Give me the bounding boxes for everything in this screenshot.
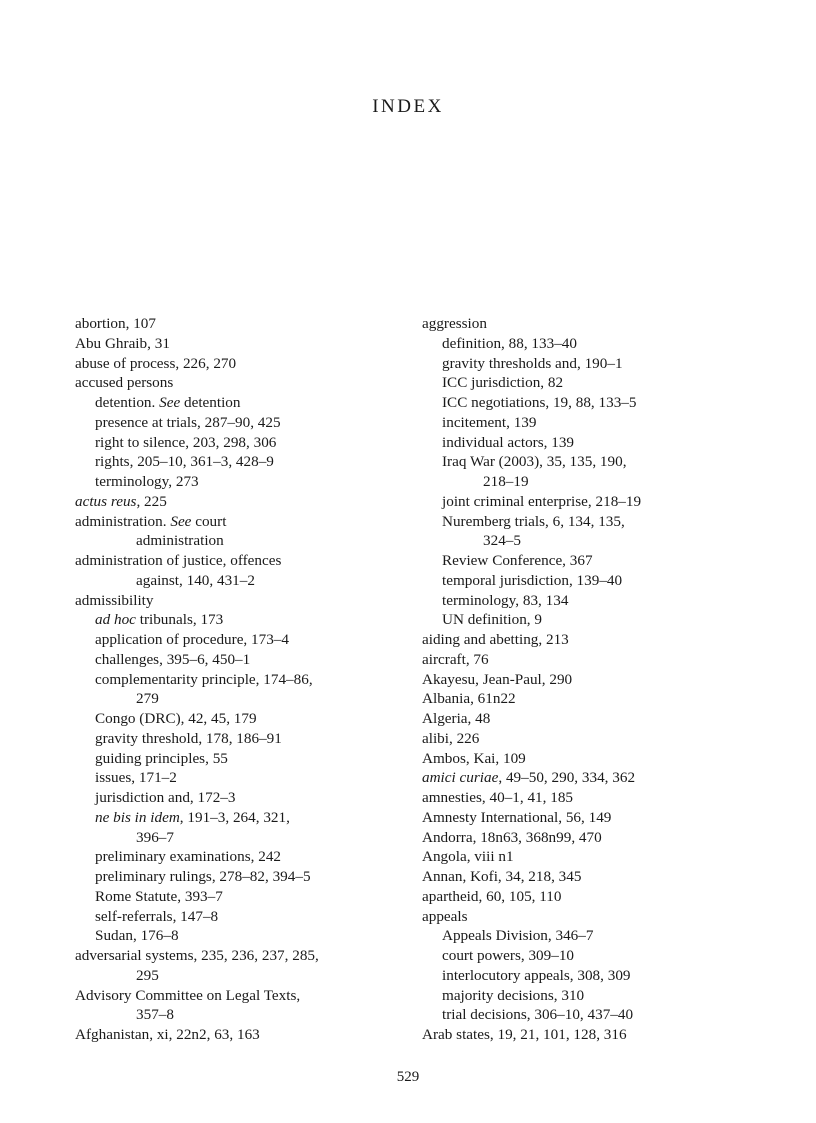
index-heading — [75, 314, 420, 334]
entry-text: definition, 88, 133–40 — [442, 334, 577, 352]
index-subentry — [422, 373, 792, 393]
entry-text: 218–19 — [483, 473, 529, 490]
entry-text: administration of justice, offences — [75, 552, 282, 569]
entry-text: Akayesu, Jean-Paul, 290 — [422, 670, 573, 688]
entry-text: Appeals Division, 346–7 — [442, 927, 594, 945]
index-heading — [422, 729, 792, 749]
index-subentry — [75, 788, 420, 808]
index-subentry — [422, 334, 792, 354]
entry-text: preliminary examinations, 242 — [95, 848, 282, 866]
index-heading — [422, 630, 792, 650]
index-subentry — [422, 354, 792, 374]
index-column-left — [75, 314, 420, 1045]
index-heading — [75, 373, 420, 393]
entry-text: Abu Ghraib, 31 — [75, 334, 170, 352]
index-subentry — [75, 729, 420, 749]
entry-text: right to silence, 203, 298, 306 — [95, 433, 277, 451]
index-subentry — [422, 551, 792, 571]
entry-text: accused persons — [75, 374, 174, 392]
page-title: INDEX — [372, 96, 444, 117]
index-heading — [422, 788, 792, 808]
entry-text: amnesties, 40–1, 41, 185 — [422, 789, 574, 806]
index-heading — [422, 689, 792, 709]
entry-text: Congo (DRC), 42, 45, 179 — [95, 710, 257, 727]
index-continuation — [75, 531, 420, 551]
index-heading — [422, 650, 792, 670]
entry-text: challenges, 395–6, 450–1 — [95, 650, 251, 668]
entry-text: complementarity principle, 174–86, — [95, 670, 313, 688]
index-continuation — [422, 531, 792, 551]
entry-text: , 191–3, 264, 321, — [179, 808, 290, 826]
index-heading — [75, 354, 420, 374]
index-subentry — [75, 907, 420, 927]
index-subentry — [75, 413, 420, 433]
entry-text: terminology, 273 — [95, 473, 199, 490]
index-heading — [75, 334, 420, 354]
entry-text: Sudan, 176–8 — [95, 927, 179, 945]
index-continuation — [75, 828, 420, 848]
entry-text: Albania, 61n22 — [422, 690, 516, 708]
entry-text: detention — [180, 394, 241, 411]
entry-text: trial decisions, 306–10, 437–40 — [442, 1006, 634, 1024]
index-heading — [422, 1025, 792, 1045]
italic-term: amici curiae — [422, 769, 499, 787]
entry-text: Annan, Kofi, 34, 218, 345 — [422, 868, 582, 885]
index-subentry — [75, 472, 420, 492]
entry-text: Nuremberg trials, 6, 134, 135, — [442, 512, 625, 530]
entry-text: preliminary rulings, 278–82, 394–5 — [95, 868, 311, 885]
index-heading — [422, 768, 792, 788]
entry-text: UN definition, 9 — [442, 611, 542, 629]
index-heading — [422, 847, 792, 867]
entry-text: rights, 205–10, 361–3, 428–9 — [95, 453, 274, 471]
index-continuation — [75, 966, 420, 986]
entry-text: detention. — [95, 394, 160, 411]
index-subentry — [75, 749, 420, 769]
entry-text: gravity thresholds and, 190–1 — [442, 354, 623, 372]
entry-text: Amnesty International, 56, 149 — [422, 808, 612, 826]
entry-text: adversarial systems, 235, 236, 237, 285, — [75, 947, 319, 964]
index-heading — [75, 492, 420, 512]
entry-text: gravity threshold, 178, 186–91 — [95, 729, 282, 747]
index-heading — [422, 887, 792, 907]
index-subentry — [422, 393, 792, 413]
index-continuation — [75, 689, 420, 709]
index-continuation — [75, 1005, 420, 1025]
index-subentry — [422, 571, 792, 591]
entry-text: 357–8 — [136, 1006, 174, 1024]
entry-text: aggression — [422, 315, 487, 332]
entry-text: apartheid, 60, 105, 110 — [422, 887, 562, 905]
entry-text: Angola, viii n1 — [422, 848, 514, 866]
entry-text: 279 — [136, 690, 159, 708]
entry-text: interlocutory appeals, 308, 309 — [442, 966, 631, 984]
index-subentry — [75, 650, 420, 670]
entry-text: guiding principles, 55 — [95, 749, 228, 767]
entry-text: , 49–50, 290, 334, 362 — [498, 769, 636, 787]
index-heading — [75, 986, 420, 1006]
entry-text: terminology, 83, 134 — [442, 591, 569, 609]
index-subentry — [75, 452, 420, 472]
index-heading — [422, 808, 792, 828]
page-number: 529 — [396, 1069, 420, 1085]
index-continuation — [422, 472, 792, 492]
index-subentry — [75, 670, 420, 690]
index-subentry — [75, 768, 420, 788]
index-subentry — [75, 610, 420, 630]
index-heading — [75, 1025, 420, 1045]
index-subentry — [422, 591, 792, 611]
index-heading — [422, 828, 792, 848]
index-subentry — [75, 887, 420, 907]
index-subentry — [75, 433, 420, 453]
entry-text: court — [191, 512, 227, 530]
entry-text: Algeria, 48 — [422, 710, 491, 727]
index-subentry — [75, 808, 420, 828]
index-subentry — [422, 966, 792, 986]
index-subentry — [75, 709, 420, 729]
entry-text: administration — [136, 532, 224, 550]
index-subentry — [422, 492, 792, 512]
entry-text: ICC jurisdiction, 82 — [442, 374, 564, 392]
index-heading — [422, 670, 792, 690]
index-subentry — [75, 393, 420, 413]
italic-term: See — [159, 394, 181, 411]
entry-text: alibi, 226 — [422, 729, 480, 747]
entry-text: abortion, 107 — [75, 315, 156, 332]
index-heading — [422, 709, 792, 729]
index-column-right — [422, 314, 792, 1045]
index-subentry — [422, 1005, 792, 1025]
entry-text: Ambos, Kai, 109 — [422, 749, 526, 767]
index-heading — [422, 314, 792, 334]
index-subentry — [75, 867, 420, 887]
entry-text: , 225 — [136, 492, 167, 510]
entry-text: joint criminal enterprise, 218–19 — [442, 492, 642, 510]
index-subentry — [422, 986, 792, 1006]
index-subentry — [422, 512, 792, 532]
index-subentry — [422, 452, 792, 472]
index-subentry — [75, 847, 420, 867]
index-subentry — [422, 946, 792, 966]
entry-text: aircraft, 76 — [422, 650, 489, 668]
entry-text: admissibility — [75, 591, 154, 609]
entry-text: individual actors, 139 — [442, 433, 575, 451]
index-continuation — [75, 571, 420, 591]
entry-text: self-referrals, 147–8 — [95, 907, 219, 925]
entry-text: Review Conference, 367 — [442, 552, 593, 569]
index-subentry — [422, 610, 792, 630]
entry-text: appeals — [422, 907, 468, 925]
entry-text: temporal jurisdiction, 139–40 — [442, 571, 623, 589]
index-heading — [422, 749, 792, 769]
italic-term: actus reus — [75, 492, 137, 510]
index-heading — [422, 867, 792, 887]
index-subentry — [422, 926, 792, 946]
index-subentry — [422, 413, 792, 433]
entry-text: Afghanistan, xi, 22n2, 63, 163 — [75, 1026, 260, 1043]
index-heading — [75, 946, 420, 966]
index-subentry — [75, 630, 420, 650]
entry-text: Arab states, 19, 21, 101, 128, 316 — [422, 1026, 627, 1043]
entry-text: administration. — [75, 512, 171, 530]
entry-text: issues, 171–2 — [95, 769, 177, 787]
index-heading — [75, 512, 420, 532]
index-heading — [75, 551, 420, 571]
entry-text: majority decisions, 310 — [442, 986, 585, 1004]
entry-text: abuse of process, 226, 270 — [75, 354, 237, 372]
italic-term: ad hoc — [95, 611, 136, 629]
entry-text: tribunals, 173 — [135, 611, 224, 629]
entry-text: ICC negotiations, 19, 88, 133–5 — [442, 394, 637, 411]
entry-text: Advisory Committee on Legal Texts, — [75, 986, 301, 1004]
entry-text: presence at trials, 287–90, 425 — [95, 413, 281, 431]
entry-text: Rome Statute, 393–7 — [95, 887, 223, 905]
index-subentry — [422, 433, 792, 453]
entry-text: Iraq War (2003), 35, 135, 190, — [442, 453, 627, 471]
entry-text: incitement, 139 — [442, 413, 537, 431]
entry-text: 324–5 — [483, 532, 521, 550]
entry-text: 396–7 — [136, 828, 174, 846]
index-heading — [422, 907, 792, 927]
entry-text: against, 140, 431–2 — [136, 571, 255, 589]
entry-text: jurisdiction and, 172–3 — [95, 789, 236, 806]
entry-text: aiding and abetting, 213 — [422, 631, 569, 648]
italic-term: See — [170, 512, 192, 530]
entry-text: application of procedure, 173–4 — [95, 631, 289, 648]
entry-text: court powers, 309–10 — [442, 947, 575, 964]
index-subentry — [75, 926, 420, 946]
entry-text: Andorra, 18n63, 368n99, 470 — [422, 828, 602, 846]
index-heading — [75, 591, 420, 611]
entry-text: 295 — [136, 966, 159, 984]
italic-term: ne bis in idem — [95, 808, 180, 826]
